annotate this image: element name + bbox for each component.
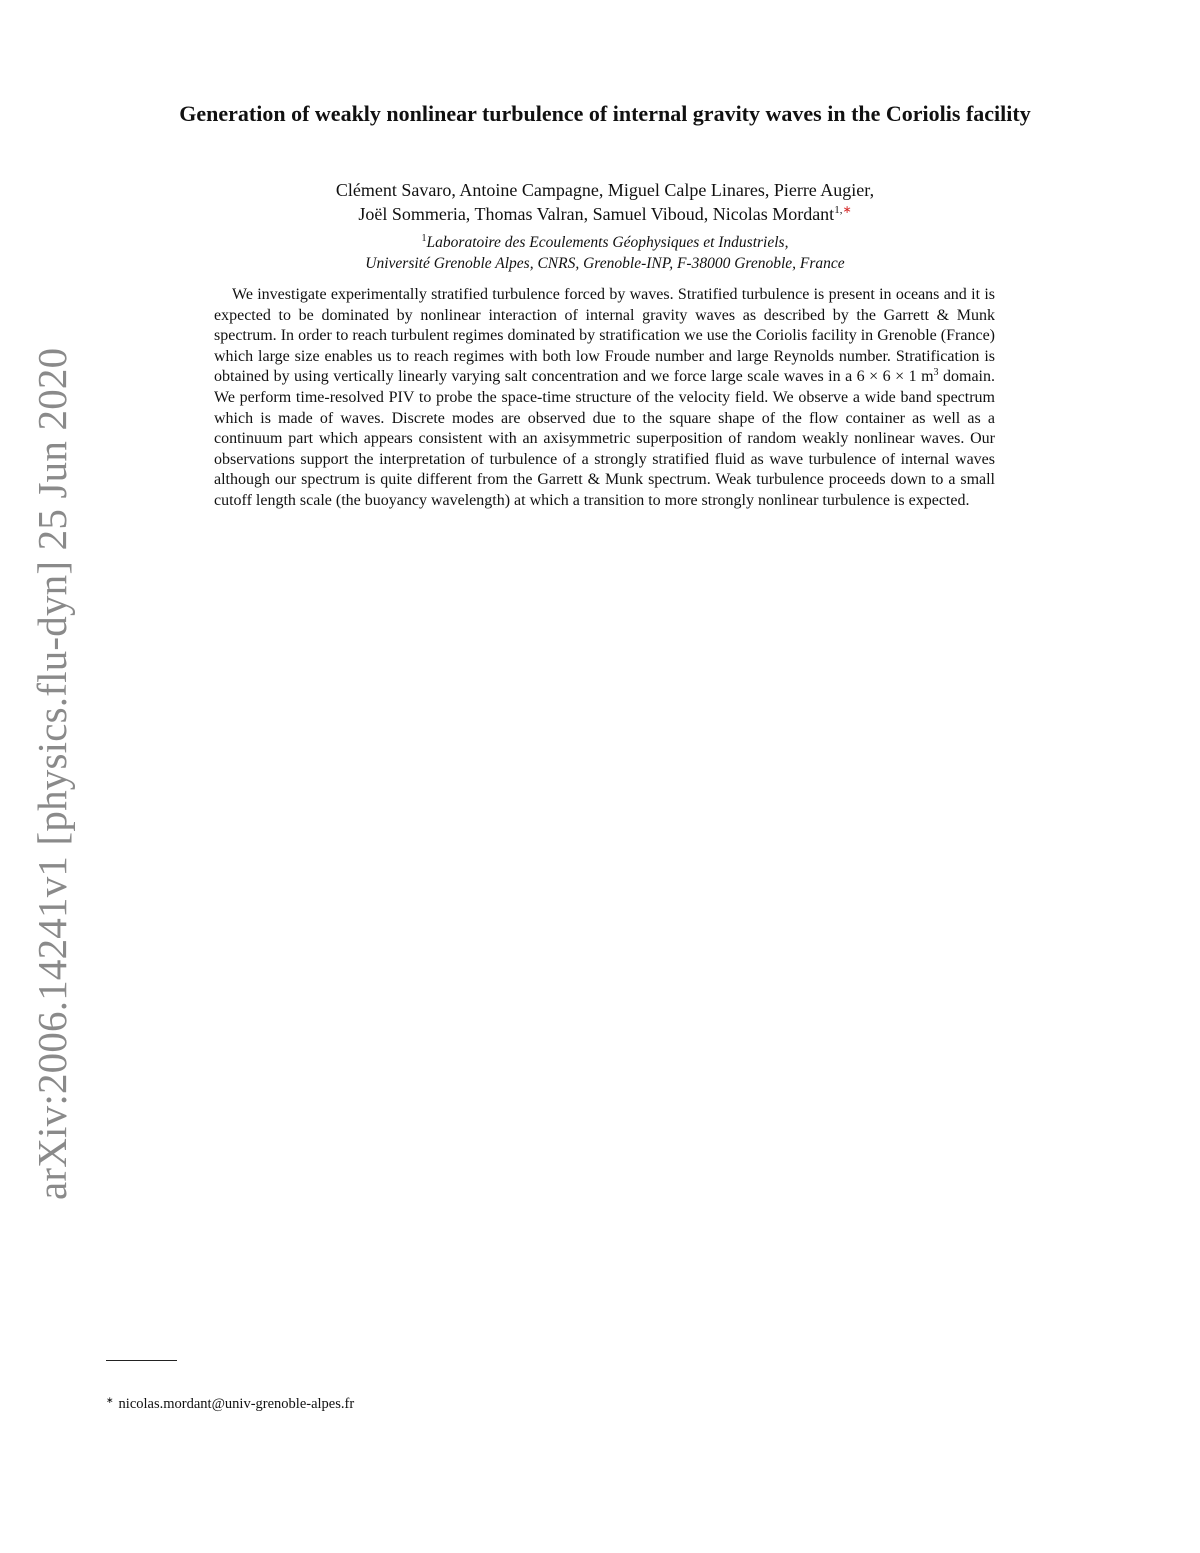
affiliation-line-1-text: Laboratoire des Ecoulements Géophysiques et Industriels, <box>426 234 789 251</box>
footnote <box>106 1395 354 1413</box>
footnote-mark: ∗ <box>106 1395 114 1405</box>
authors-line-2-text: Joël Sommeria, Thomas Valran, Samuel Viboud, Nicolas Mordant <box>358 204 835 224</box>
footnote-email[interactable]: nicolas.mordant@univ-grenoble-alpes.fr <box>118 1396 355 1412</box>
affiliation-line-1 <box>160 232 1050 253</box>
author-affiliation-mark <box>834 204 851 216</box>
abstract-text-part-2: domain. We perform time-resolved PIV to probe the space-time structure of the velocity field. We observe a wide band spectrum which is made of waves. Discrete modes are observed due to the square shape of the flow container as well as a continuum part which appears consistent with an axisymmetric superposition of random weakly nonlinear waves. Our observations support the interpretation of turbulence of a strongly stratified fluid as wave turbulence of internal waves although our spectrum is quite different from the Garrett & Munk spectrum. Weak turbulence proceeds down to a small cutoff length scale (the buoyancy wavelength) at which a transition to more strongly nonlinear turbulence is expected. <box>214 368 995 509</box>
authors-line-2 <box>160 202 1050 226</box>
affiliation-mark: 1 <box>421 233 427 244</box>
abstract-superscript: 3 <box>933 367 939 379</box>
paper-title: Generation of weakly nonlinear turbulence of internal gravity waves in the Coriolis facility <box>179 101 1031 126</box>
corresponding-author-link[interactable]: ∗ <box>842 204 852 216</box>
affiliation-number: 1, <box>834 204 843 216</box>
author-list <box>160 178 1050 226</box>
footnote-divider <box>106 1360 177 1361</box>
abstract <box>214 285 995 512</box>
authors-line-1: Clément Savaro, Antoine Campagne, Miguel Calpe Linares, Pierre Augier, <box>335 180 875 200</box>
affiliation <box>160 232 1050 274</box>
arxiv-identifier: arXiv:2006.14241v1 [physics.flu-dyn] 25 Jun 2020 <box>29 347 75 1200</box>
affiliation-line-2: Université Grenoble Alpes, CNRS, Grenoble-INP, F-38000 Grenoble, France <box>365 255 845 272</box>
abstract-text-part-1: We investigate experimentally stratified turbulence forced by waves. Stratified turbulence is present in oceans and it is expected to be dominated by nonlinear interaction of internal gravity waves as described by the Garrett & Munk spectrum. In order to reach turbulent regimes dominated by stratification we use the Coriolis facility in Grenoble (France) which large size enables us to reach regimes with both low Froude number and large Reynolds number. Stratification is obtained by using vertically linearly varying salt concentration and we force large scale waves in a 6 × 6 × 1 m <box>214 286 995 386</box>
